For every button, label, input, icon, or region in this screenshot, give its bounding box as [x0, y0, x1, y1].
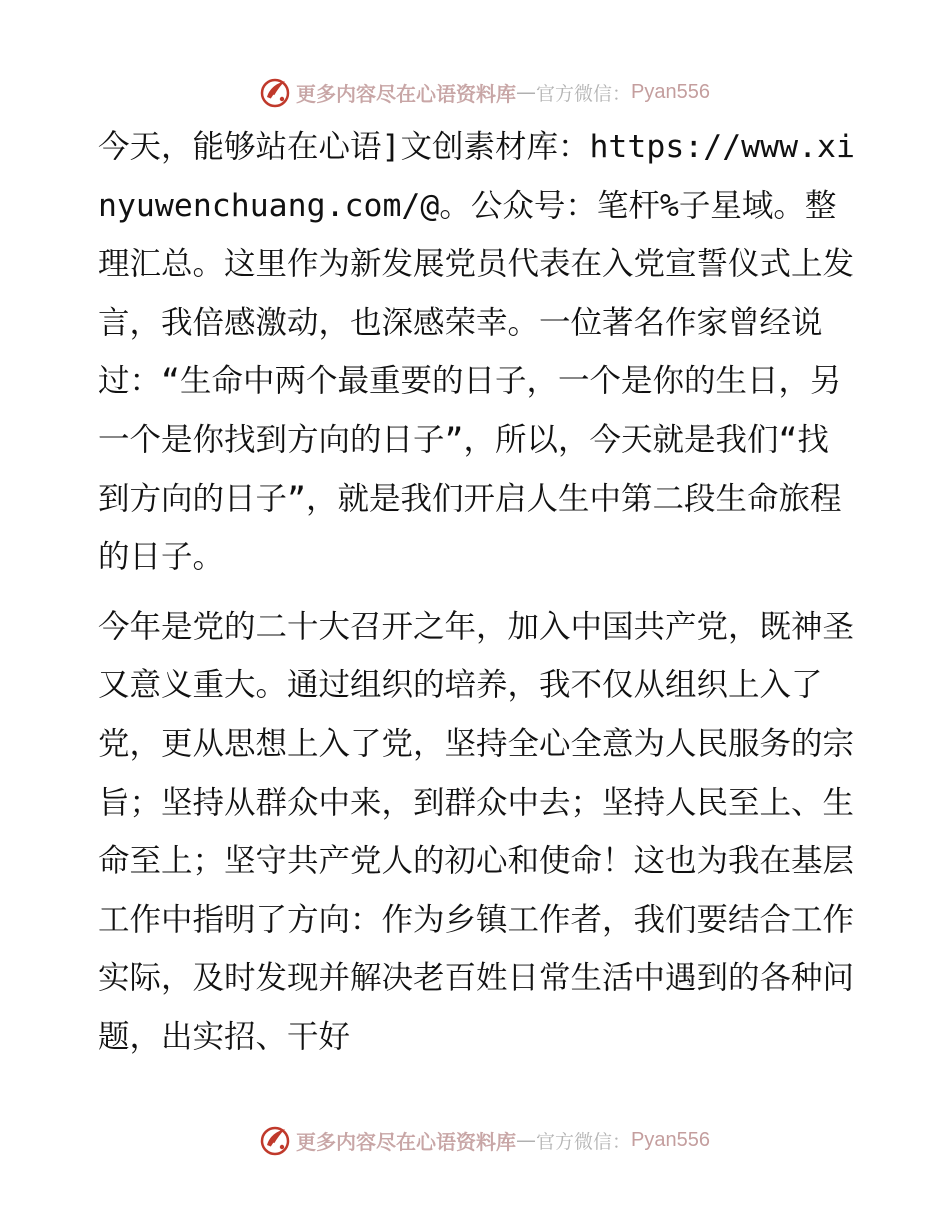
brand-logo-icon: [258, 75, 292, 109]
footer-watermark: [0, 1120, 950, 1160]
watermark-main-text: 更多内容尽在心语资料库: [296, 81, 516, 106]
watermark-sub-text: 官方微信：: [536, 82, 632, 105]
watermark-sub-text: 官方微信：: [536, 1130, 632, 1153]
watermark-wechat-id: Pyan556: [631, 80, 710, 103]
watermark-dash: —: [516, 1128, 536, 1152]
document-body: [98, 118, 858, 1067]
watermark-dash: —: [516, 80, 536, 104]
brand-logo-icon: [258, 1123, 292, 1157]
paragraph-1: 今天，能够站在心语]文创素材库：https://www.xinyuwenchuang.com/@。公众号：笔杆%子星域。整理汇总。这里作为新发展党员代表在入党宣誓仪式上发言，我倍感激动，也深感荣幸。一位著名作家曾经说过：“生命中两个最重要的日子，一个是你的生日，另一个是你找到方向的日子”，所以，今天就是我们“找到方向的日子”，就是我们开启人生中第二段生命旅程的日子。: [98, 129, 855, 576]
header-watermark-inner: [258, 75, 710, 109]
watermark-main-text: 更多内容尽在心语资料库: [296, 1129, 516, 1154]
footer-watermark-inner: [258, 1123, 710, 1157]
header-watermark: [0, 72, 950, 112]
watermark-wechat-id: Pyan556: [631, 1128, 710, 1151]
paragraph-2: 今年是党的二十大召开之年，加入中国共产党，既神圣又意义重大。通过组织的培养，我不仅从组织上入了党，更从思想上入了党，坚持全心全意为人民服务的宗旨；坚持从群众中来，到群众中去；坚持人民至上、生命至上；坚守共产党人的初心和使命！这也为我在基层工作中指明了方向：作为乡镇工作者，我们要结合工作实际，及时发现并解决老百姓日常生活中遇到的各种问题，出实招、干好: [98, 608, 855, 1055]
